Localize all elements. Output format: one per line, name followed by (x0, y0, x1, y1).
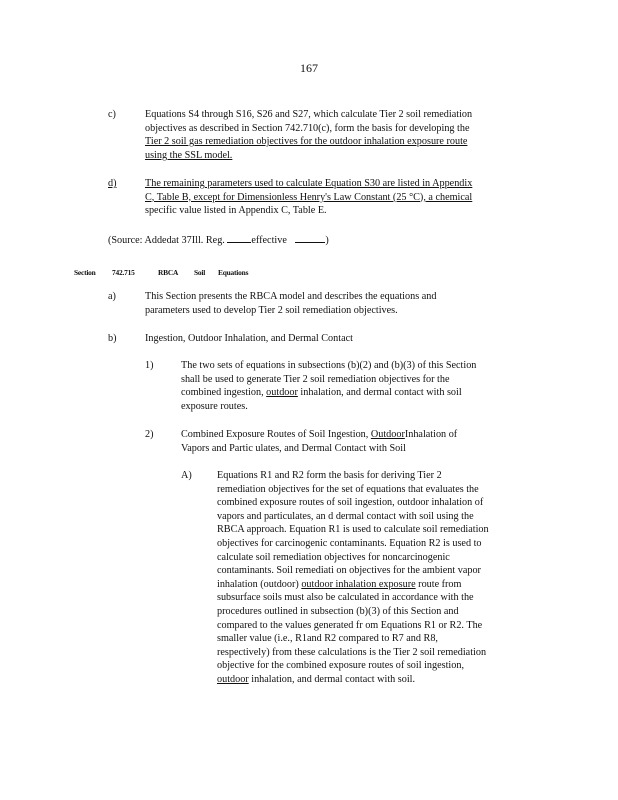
item-b2-label: 2) (145, 429, 154, 440)
item-b-heading: Ingestion, Outdoor Inhalation, and Dermal Contact (145, 333, 353, 344)
source-blank-register (227, 242, 251, 243)
item-A-line: objective for the combined exposure routes of soil ingestion, (217, 660, 464, 672)
item-b2-line1-post: Inhalation of (404, 429, 458, 440)
item-A-line9-pre: inhalation (outdoor) (217, 578, 299, 590)
section-word: Section (74, 268, 96, 277)
item-c-label: c) (108, 109, 116, 120)
item-c-inserted-line: using the SSL model. (145, 149, 233, 161)
item-a-line: This Section presents the RBCA model and describes the equations and (145, 291, 437, 302)
item-b2-line: Vapors and Partic ulates, and Dermal Contact with Soil (181, 442, 406, 454)
item-b2-line (181, 428, 521, 442)
item-b1-line3-post: inhalation, and dermal contact with soil (300, 387, 462, 399)
section-title-soil: Soil (194, 268, 206, 277)
item-c-inserted-line: Tier 2 soil gas remediation objectives for the outdoor inhalation exposure route (145, 136, 468, 148)
item-a-label: a) (108, 291, 116, 302)
source-note (108, 234, 329, 248)
item-b2-line1-pre: Combined Exposure Routes of Soil Ingestion, (181, 429, 369, 440)
item-d-text (145, 177, 530, 218)
source-prefix: (Source: Addedat 37Ill. Reg. (108, 235, 225, 246)
source-effective: effective (251, 235, 287, 246)
item-A-line: subsurface soils must also be calculated in accordance with the (217, 592, 474, 604)
item-b-label: b) (108, 333, 117, 344)
item-A-line: calculate soil remediation objectives for noncarcinogenic (217, 551, 450, 563)
item-A-line: objectives for carcinogenic contaminants. Equation R2 is used to (217, 537, 482, 549)
item-A-line9-post: route from (418, 578, 462, 590)
item-A-line: Equations R1 and R2 form the basis for deriving Tier 2 (217, 470, 442, 481)
section-number: 742.715 (112, 268, 135, 277)
item-A-line: smaller value (i.e., R1and R2 compared to R7 and R8, (217, 633, 438, 645)
item-c-text (145, 108, 530, 162)
item-A-line (217, 673, 533, 687)
item-A-last-post: inhalation, and dermal contact with soil. (251, 673, 416, 685)
item-b2-text (181, 428, 521, 455)
item-A-line: procedures outlined in subsection (b)(3) of this Section and (217, 605, 459, 617)
item-d-inserted-line: C, Table B, except for Dimensionless Henry's Law Constant (25 °C), a chemical (145, 191, 473, 203)
item-A-line: vapors and particulates, an d dermal contact with soil using the (217, 510, 474, 522)
item-b1-line: exposure routes. (181, 400, 248, 412)
item-b1-text (181, 359, 521, 413)
item-b1-line3-inserted: outdoor (266, 387, 298, 399)
item-b1-line: shall be used to generate Tier 2 soil remediation objectives for the (181, 373, 450, 385)
item-A-line9-inserted: outdoor inhalation exposure (301, 578, 416, 590)
item-A-line: compared to the values generated fr om Equations R1 or R2. The (217, 619, 483, 631)
item-c-line: objectives as described in Section 742.710(c), form the basis for developing the (145, 122, 470, 134)
item-A-line: remediation objectives for the set of equations that evaluates the (217, 483, 479, 495)
item-d-line: specific value listed in Appendix C, Table E. (145, 205, 327, 217)
item-A-line: RBCA approach. Equation R1 is used to calculate soil remediation (217, 524, 489, 536)
item-A-label: A) (181, 470, 192, 481)
item-a-line: parameters used to develop Tier 2 soil remediation objectives. (145, 304, 398, 316)
item-A-last-inserted: outdoor (217, 673, 249, 685)
item-b2-line1-inserted: Outdoor (370, 429, 405, 440)
item-A-line (217, 578, 533, 592)
source-blank-date (295, 242, 325, 243)
item-A-line: contaminants. Soil remediati on objectives for the ambient vapor (217, 565, 481, 577)
item-d-label: d) (108, 178, 117, 189)
section-title-rbca: RBCA (158, 268, 179, 277)
item-a-text (145, 290, 530, 317)
item-A-text (217, 469, 533, 687)
item-A-line: respectively) from these calculations is the Tier 2 soil remediation (217, 646, 487, 658)
item-b1-line3-pre: combined ingestion, (181, 387, 264, 399)
item-d-inserted-line: The remaining parameters used to calculate Equation S30 are listed in Appendix (145, 178, 473, 189)
item-b1-label: 1) (145, 360, 154, 371)
section-title-equations: Equations (218, 268, 249, 277)
item-b1-line: The two sets of equations in subsections (b)(2) and (b)(3) of this Section (181, 360, 477, 371)
page-number: 167 (300, 61, 318, 75)
item-c-line: Equations S4 through S16, S26 and S27, which calculate Tier 2 soil remediation (145, 109, 473, 120)
source-close-paren: ) (325, 235, 329, 246)
item-A-line: combined exposure routes of soil ingestion, outdoor inhalation of (217, 497, 484, 509)
item-b1-line (181, 386, 521, 400)
